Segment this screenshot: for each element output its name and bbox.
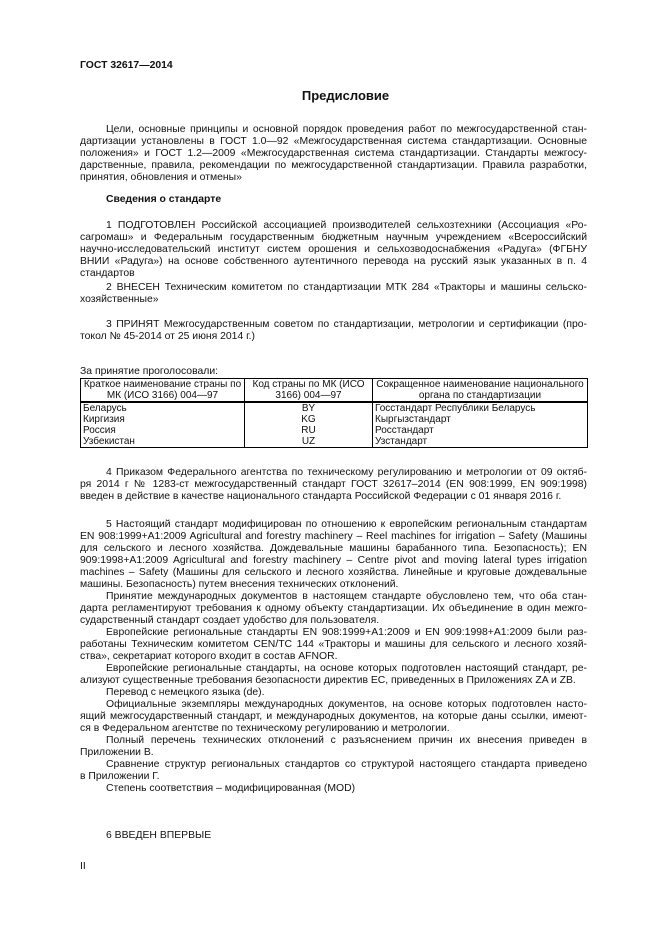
text-line: 909:1998+A1:2009 Agricultural and forestry machinery – Centre pivot and moving lateral types irrigation xyxy=(80,555,587,566)
table-cell: Россия xyxy=(81,425,245,436)
table-cell: BY xyxy=(245,402,373,414)
text-line: 5 Настоящий стандарт модифицирован по отношению к европейским региональным стандартам xyxy=(106,519,587,530)
text-line: 1 ПОДГОТОВЛЕН Российской ассоциацией производителей сельхозтехники (Ассоциация «Ро- xyxy=(106,220,587,231)
section-heading: Сведения о стандарте xyxy=(106,194,222,205)
table-row xyxy=(81,425,588,436)
text-line: Степень соответствия – модифицированная (MOD) xyxy=(106,783,356,794)
text-line: Принятие международных документов в настоящем стандарте обусловлено тем, что оба стан- xyxy=(106,591,587,602)
table-cell: KG xyxy=(245,414,373,425)
table-row xyxy=(81,436,588,448)
text-line: Приложении В. xyxy=(80,747,154,758)
text-line: принятия, обновления и отмены» xyxy=(80,172,242,183)
text-line: 3 ПРИНЯТ Межгосударственным советом по стандартизации, метрологии и сертификации (про- xyxy=(106,319,587,330)
item-1-paragraph xyxy=(80,220,587,280)
text-line: дарта регламентируют требования к одному объекту стандартизации. Их объединение в один межго- xyxy=(80,603,587,614)
intro-paragraph xyxy=(80,124,587,184)
text-line: сударственный стандарт создает удобство для пользователя. xyxy=(80,615,380,626)
text-line: 6 ВВЕДЕН ВПЕРВЫЕ xyxy=(106,830,212,841)
table-cell: Беларусь xyxy=(81,402,245,414)
text-line: 2 ВНЕСЕН Техническим комитетом по стандартизации МТК 284 «Тракторы и машины сельско- xyxy=(106,282,587,293)
table-cell: Киргизия xyxy=(81,414,245,425)
page-number: II xyxy=(80,861,86,872)
text-line: введен в действие в качестве национального стандарта Российской Федерации с 01 января 2016 г. xyxy=(80,491,562,502)
text-line: Перевод с немецкого языка (de). xyxy=(106,687,265,698)
text-line: положения» и ГОСТ 1.2—2009 «Межгосударственная система стандартизации. Стандарты межгосу- xyxy=(80,148,587,159)
text-line: стандартов xyxy=(80,268,135,279)
text-line: ализуют существенные требования безопасности директив ЕС, приведенных в Приложениях ZA и ZB. xyxy=(80,675,576,686)
text-line: ря 2014 г № 1283-ст межгосударственный стандарт ГОСТ 32617–2014 (EN 908:1999, EN 909:1998) xyxy=(80,479,587,490)
text-line: дартизации установлены в ГОСТ 1.0—92 «Межгосударственная система стандартизации. Основные xyxy=(80,136,587,147)
table-cell: Узбекистан xyxy=(81,436,245,448)
table-row xyxy=(81,402,588,414)
item-6-paragraph xyxy=(80,830,587,842)
item-4-paragraph xyxy=(80,467,587,503)
text-line: Полный перечень технических отклонений с разъяснением причин их внесения приведен в xyxy=(106,735,587,746)
text-line: ся в Федеральном агентстве по техническому регулированию и метрологии. xyxy=(80,723,450,734)
text-line: Европейские региональные стандарты, на основе которых подготовлен настоящий стандарт, ре- xyxy=(106,663,587,674)
table-cell: Узстандарт xyxy=(373,436,588,448)
text-line: ства», секретариат которого входит в состав AFNOR. xyxy=(80,651,338,662)
text-line: Европейские региональные стандарты EN 908:1999+A1:2009 и EN 909:1998+A1:2009 были раз- xyxy=(106,627,587,638)
voted-label: За принятие проголосовали: xyxy=(80,366,219,377)
table-cell: RU xyxy=(245,425,373,436)
text-line: EN 908:1999+A1:2009 Agricultural and forestry machinery – Reel machines for irrigation – Safety (Машины xyxy=(80,531,587,542)
text-line: в Приложении Г. xyxy=(80,771,160,782)
text-line: машины. Безопасность) путем внесения технических отклонений. xyxy=(80,579,399,590)
page-title: Предисловие xyxy=(301,88,390,103)
table-cell: UZ xyxy=(245,436,373,448)
table-row xyxy=(81,414,588,425)
table-header: Краткое наименование страны по МК (ИСО 3166) 004—97 xyxy=(81,379,245,403)
table-header: Код страны по МК (ИСО 3166) 004—97 xyxy=(245,379,373,403)
table-cell: Кыргызстандарт xyxy=(373,414,588,425)
text-line: дарственные, правила, рекомендации по межгосударственной стандартизации. Правила разработки, xyxy=(80,160,587,171)
item-2-paragraph xyxy=(80,282,587,306)
table-header: Сокращенное наименование национального органа по стандартизации xyxy=(373,379,588,403)
document-header: ГОСТ 32617—2014 xyxy=(80,60,173,71)
text-line: для сельского и лесного хозяйства. Дождевальные машины барабанного типа. Безопасность); EN xyxy=(80,543,587,554)
table-cell: Госстандарт Республики Беларусь xyxy=(373,402,588,414)
text-line: ВНИИ «Радуга») на основе собственного аутентичного перевода на русский язык указанных в п. 4 xyxy=(80,256,587,267)
item-5-paragraph xyxy=(80,519,587,795)
text-line: Официальные экземпляры международных документов, на основе которых подготовлен насто- xyxy=(106,699,587,710)
text-line: machines – Safety (Машины для сельского и лесного хозяйства. Линейные и круговые дождевальные xyxy=(80,567,587,578)
text-line: токол № 45-2014 от 25 июня 2014 г.) xyxy=(80,331,255,342)
text-line: работаны Техническим комитетом CEN/TC 144 «Тракторы и машины для сельского и лесного хозяй- xyxy=(80,639,587,650)
text-line: хозяйственные» xyxy=(80,294,159,305)
text-line: ящий межгосударственный стандарт, и международных документов, на которые даны ссылки, имеют- xyxy=(80,711,587,722)
item-3-paragraph xyxy=(80,319,587,343)
table-cell: Росстандарт xyxy=(373,425,588,436)
text-line: сагромаш» и Федеральным государственным бюджетным научным учреждением «Всероссийский xyxy=(80,232,587,243)
text-line: научно-исследовательский институт систем орошения и сельхозводоснабжения «Радуга» (ФГБНУ xyxy=(80,244,587,255)
text-line: 4 Приказом Федерального агентства по техническому регулированию и метрологии от 09 октяб- xyxy=(106,467,587,478)
text-line: Цели, основные принципы и основной порядок проведения работ по межгосударственной стан- xyxy=(106,124,587,135)
voting-table xyxy=(80,378,588,448)
text-line: Сравнение структур региональных стандартов со структурой настоящего стандарта приведено xyxy=(106,759,587,770)
